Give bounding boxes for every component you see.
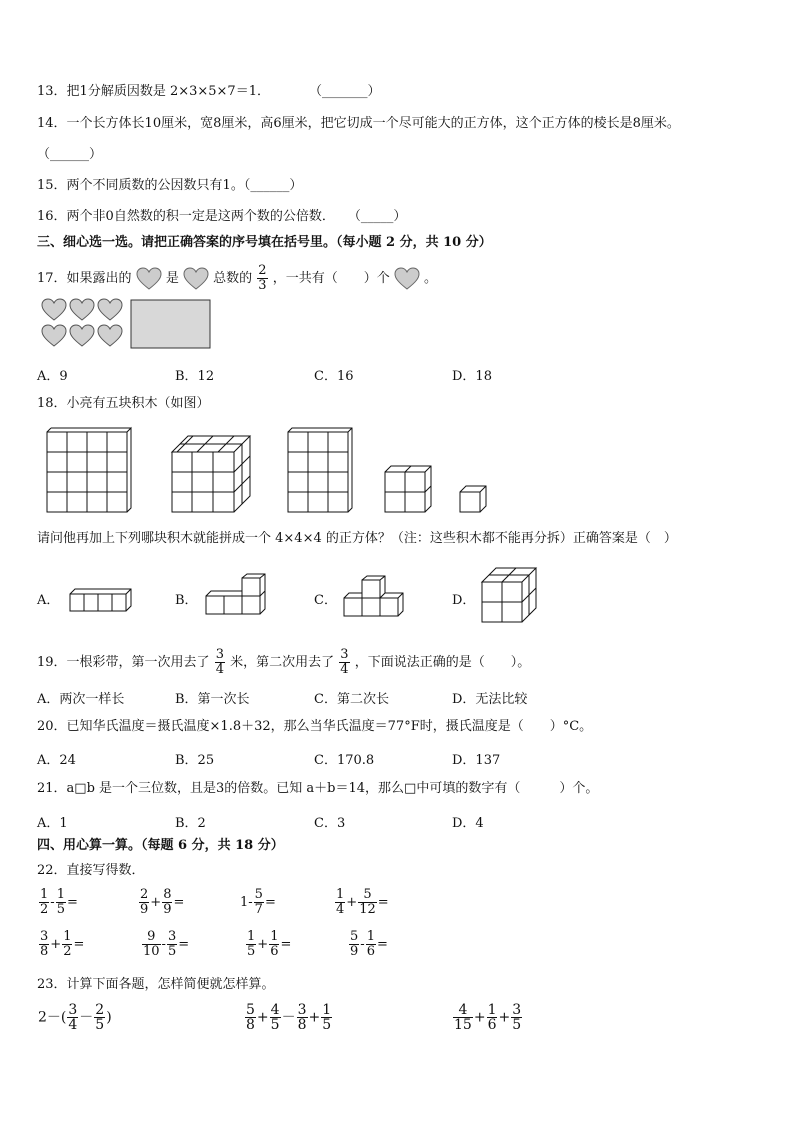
- q21-option-d[interactable]: D．4: [452, 816, 484, 831]
- q22-expr-7: $\frac{1}{5}$ + $\frac{1}{6}$ =: [247, 929, 292, 959]
- q19-option-a[interactable]: A．两次一样长: [37, 692, 125, 707]
- q17-text-c: 总数的: [213, 271, 253, 286]
- q23-expr-1: 2－( $\frac{3}{4}$ － $\frac{2}{5}$ ): [38, 1002, 112, 1033]
- q20-option-b[interactable]: B．25: [175, 753, 215, 768]
- question-19: 19．一根彩带，第一次用去了 $\frac{3}{4}$ 米，第二次用去了 $\frac{3}{4}$ ，下面说法正确的是（ ）。: [37, 647, 531, 677]
- q17-option-c[interactable]: C．16: [314, 369, 354, 384]
- q22-expr-5: $\frac{3}{8}$ + $\frac{1}{2}$ =: [40, 929, 85, 959]
- question-14: 14．一个长方体长10厘米，宽8厘米，高6厘米，把它切成一个尽可能大的正方体，这个正方体的棱长是8厘米。: [37, 116, 680, 131]
- question-18-text: 请问他再加上下列哪块积木就能拼成一个 4×4×4 的正方体？（注：这些积木都不能再分拆）正确答案是（ ）: [37, 531, 677, 546]
- question-21: 21．a□b 是一个三位数，且是3的倍数。已知 a＋b＝14，那么□中可填的数字有（ ）个。: [37, 781, 599, 796]
- q18-option-d-label[interactable]: D．: [452, 593, 476, 608]
- q19-fraction-1: $\frac{3}{4}$: [215, 647, 224, 677]
- q21-option-c[interactable]: C．3: [314, 816, 346, 831]
- q22-expr-2: $\frac{2}{9}$ + $\frac{8}{9}$ =: [140, 887, 185, 917]
- q18-option-b-label[interactable]: B．: [175, 593, 198, 608]
- block-4: [385, 466, 433, 514]
- q19-option-d[interactable]: D．无法比较: [452, 692, 528, 707]
- q21-option-b[interactable]: B．2: [175, 816, 206, 831]
- section-4-heading: 四、用心算一算。（每题 6 分，共 18 分）: [37, 838, 284, 853]
- block-1: [47, 428, 137, 514]
- q18-option-c-label[interactable]: C．: [314, 593, 337, 608]
- q18-option-c-shape: [344, 576, 406, 618]
- q22-expr-6: $\frac{9}{10}$ - $\frac{3}{5}$ =: [143, 929, 190, 959]
- question-16: 16．两个非0自然数的积一定是这两个数的公倍数． （_____）: [37, 209, 407, 224]
- heart-icon: [394, 267, 420, 291]
- q18-option-d-shape: [482, 568, 540, 624]
- section-3-heading: 三、细心选一选。请把正确答案的序号填在括号里。（每小题 2 分，共 10 分）: [37, 235, 492, 250]
- q22-expr-8: $\frac{5}{9}$ - $\frac{1}{6}$ =: [350, 929, 388, 959]
- q18-option-b-shape: [206, 574, 268, 616]
- q19-option-b[interactable]: B．第一次长: [175, 692, 250, 707]
- q19-option-c[interactable]: C．第二次长: [314, 692, 389, 707]
- q17-text-d: ，一共有（ ）个: [272, 271, 390, 286]
- question-23: 23．计算下面各题，怎样简便就怎样算。: [37, 977, 275, 992]
- q17-text-a: 17．如果露出的: [37, 271, 132, 286]
- q17-option-a[interactable]: A．9: [37, 369, 68, 384]
- q17-option-b[interactable]: B．12: [175, 369, 215, 384]
- q21-option-a[interactable]: A．1: [37, 816, 68, 831]
- q17-text-e: 。: [424, 271, 438, 286]
- block-5: [460, 486, 488, 514]
- question-18-title: 18．小亮有五块积木（如图）: [37, 396, 210, 411]
- q22-expr-4: $\frac{1}{4}$ + $\frac{5}{12}$ =: [336, 887, 389, 917]
- question-13: 13．把1分解质因数是 2×3×5×7＝1． （_______）: [37, 84, 381, 99]
- q17-fraction: $\frac{2}{3}$: [258, 263, 267, 293]
- block-3: [288, 428, 358, 514]
- q17-option-d[interactable]: D．18: [452, 369, 492, 384]
- block-2: [172, 436, 254, 514]
- hearts-figure: [41, 298, 213, 352]
- q23-expr-3: $\frac{4}{15}$ + $\frac{1}{6}$ + $\frac{3}{5}$: [454, 1002, 522, 1033]
- heart-icon: [183, 267, 209, 291]
- q17-text-b: 是: [165, 271, 179, 286]
- q18-option-a-shape: [70, 588, 132, 612]
- q22-expr-1: $\frac{1}{2}$ - $\frac{1}{5}$ =: [40, 887, 78, 917]
- question-17: [37, 264, 437, 293]
- q23-expr-2: $\frac{5}{8}$ + $\frac{4}{5}$ － $\frac{3}{8}$ + $\frac{1}{5}$: [246, 1002, 332, 1033]
- question-14-blank: （______）: [37, 147, 103, 162]
- q20-option-a[interactable]: A．24: [37, 753, 76, 768]
- q20-option-d[interactable]: D．137: [452, 753, 501, 768]
- q19-fraction-2: $\frac{3}{4}$: [340, 647, 349, 677]
- question-15: 15．两个不同质数的公因数只有1。（______）: [37, 178, 303, 193]
- question-22: 22．直接写得数．: [37, 863, 145, 878]
- heart-icon: [136, 267, 162, 291]
- q22-expr-3: 1- $\frac{5}{7}$ =: [240, 887, 276, 917]
- q20-option-c[interactable]: C．170.8: [314, 753, 375, 768]
- q18-option-a-label[interactable]: A．: [37, 593, 60, 608]
- question-20: 20．已知华氏温度＝摄氏温度×1.8＋32，那么当华氏温度＝77°F时，摄氏温度是（ ）°C。: [37, 719, 593, 734]
